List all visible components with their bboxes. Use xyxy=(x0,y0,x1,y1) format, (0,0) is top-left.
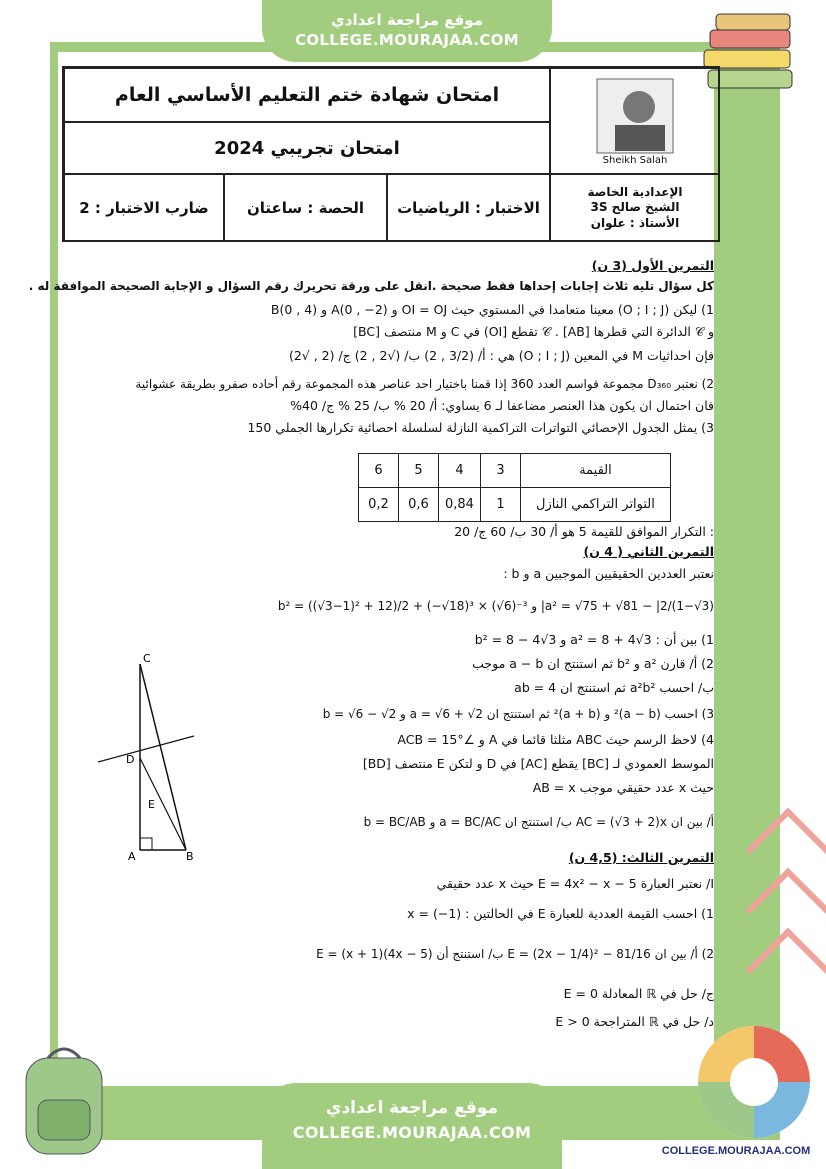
backpack-icon xyxy=(14,1040,114,1160)
school-label: الإعدادية الخاصة xyxy=(587,184,683,199)
fig-label-a: A xyxy=(128,850,136,863)
triangle-figure xyxy=(98,650,218,865)
fig-label-c: C xyxy=(143,652,151,665)
ex3-q2c: د/ حل في ℝ المتراجحة E > 0 xyxy=(555,1014,714,1029)
site-url: COLLEGE.MOURAJAA.COM xyxy=(292,1123,532,1142)
table-cell: 0,2 xyxy=(359,488,399,522)
ex1-intro: كل سؤال تليه ثلاث إجابات إحداها فقط صحيحة .انقل على ورقة تحريرك رقم السؤال و الإجابة الصحيحة الموافقة له . xyxy=(28,279,714,293)
ex1-q1b: و 𝒞 الدائرة التي قطرها [AB] . 𝒞 تقطع [OI) في C و M منتصف [BC] xyxy=(353,324,714,339)
ex2-intro: نعتبر العددين الحقيقيين الموجبين a و b : xyxy=(503,566,714,581)
table-row xyxy=(359,488,671,522)
table-cell: 3 xyxy=(480,454,520,488)
ex3-q2a: 2) أ/ بين ان E = (2x − 1/4)² − 81/16 ب/ استنتج أن E = (x + 1)(4x − 5) xyxy=(316,947,714,961)
ex1-q2b: فان احتمال ان يكون هذا العنصر مضاعفا لـ 6 يساوي: أ/ 20 % ب/ 25 % ج/ 40% xyxy=(290,398,714,413)
ex3-q2b: ج/ حل في ℝ المعادلة E = 0 xyxy=(563,986,714,1001)
frequency-table xyxy=(358,453,671,522)
site-name-ar: موقع مراجعة اعدادي xyxy=(325,1098,499,1118)
site-banner-bottom[interactable] xyxy=(262,1083,562,1169)
ex2-q4c: حيث x عدد حقيقي موجب AB = x xyxy=(532,780,714,795)
ex2-def: a² = √75 + √81 − |2/(1−√3)| و b² = ((√3−1)² + 12)/2 + (−√18)³ × (√6)⁻³ xyxy=(277,599,714,613)
fig-label-b: B xyxy=(186,850,194,863)
ex3-title: التمرين الثالث: (4,5 ن) xyxy=(568,850,714,865)
table-row xyxy=(359,454,671,488)
table-cell: 0,84 xyxy=(439,488,481,522)
ex1-q2a: 2) نعتبر D₃₆₀ مجموعة قواسم العدد 360 إذا قمنا باختيار احد عناصر هذه المجموعة رقم أحاده صفرو بطريقة عشوائية xyxy=(135,377,714,391)
table-cell: القيمة xyxy=(520,454,670,488)
site-url: COLLEGE.MOURAJAA.COM xyxy=(295,31,519,49)
ex2-q4d: أ/ بين ان AC = (√3 + 2)x ب/ استنتج ان a = BC/AC و b = BC/AB xyxy=(363,815,714,829)
school-logo xyxy=(550,68,720,174)
school-name: الشيخ صالح 3S xyxy=(590,200,680,215)
school-info xyxy=(550,174,720,242)
ex2-q1: 1) بين أن : a² = 8 + 4√3 و b² = 8 − 4√3 xyxy=(474,632,714,647)
ex1-q3a: 3) يمثل الجدول الإحصائي التواترات التراكمية النازلة لسلسلة احصائية تكرارها الجملي 150 xyxy=(247,420,714,435)
ex2-q4a: 4) لاحظ الرسم حيث ABC مثلثا قائما في A و ∠ACB = 15° xyxy=(397,732,714,747)
ex1-q1a: 1) ليكن (O ; I ; J) معينا متعامدا في المستوي حيث OI = OJ و A(0 , −2) و B(0 , 4) xyxy=(270,302,714,317)
table-cell: التواتر التراكمي النازل xyxy=(520,488,670,522)
exam-duration: الحصة : ساعتان xyxy=(224,174,387,242)
ex2-q2b: ب/ احسب a²b² ثم استنتج ان ab = 4 xyxy=(514,680,714,695)
ex3-q1: 1) احسب القيمة العددية للعبارة E في الحالتين : x = (−1) xyxy=(407,906,714,921)
site-name-ar: موقع مراجعة اعدادي xyxy=(331,11,483,29)
ex2-q3: 3) احسب (a − b)² و (a + b)² ثم استنتج ان a = √6 + √2 و b = √6 − √2 xyxy=(322,707,714,721)
table-cell: 0,6 xyxy=(399,488,439,522)
corner-url: COLLEGE.MOURAJAA.COM xyxy=(661,1145,811,1157)
ex2-title: التمرين الثاني ( 4 ن) xyxy=(583,544,714,559)
table-cell: 1 xyxy=(480,488,520,522)
site-logo-icon xyxy=(694,1022,814,1146)
exam-subtitle: امتحان تجريبي 2024 xyxy=(64,122,550,174)
ex2-q2a: 2) أ/ قارن a² و b² ثم استنتج ان a − b موجب xyxy=(472,656,714,671)
ex1-q3b: : التكرار الموافق للقيمة 5 هو أ/ 30 ب/ 60 ج/ 20 xyxy=(454,524,714,539)
fig-label-d: D xyxy=(126,753,135,766)
sheikh-portrait-icon xyxy=(595,77,675,155)
ex1-title: التمرين الأول (3 ن) xyxy=(591,258,714,273)
ex3-intro: I/ نعتبر العبارة E = 4x² − x − 5 حيث x عدد حقيقي xyxy=(436,876,714,891)
exam-subject: الاختبار : الرياضيات xyxy=(387,174,550,242)
fig-label-e: E xyxy=(148,798,155,811)
ex1-q1c: فإن احداثيات M في المعين (O ; I ; J) هي : أ/ (3/2 , 2) ب/ (√2 , 2) ج/ (2 , √2) xyxy=(288,348,714,363)
exam-coef: ضارب الاختبار : 2 xyxy=(64,174,224,242)
site-banner-top[interactable] xyxy=(262,0,552,62)
ex2-q4b: الموسط العمودي لـ [BC] يقطع [AC] في D و لتكن E منتصف [BD] xyxy=(362,756,714,771)
exam-title: امتحان شهادة ختم التعليم الأساسي العام xyxy=(64,68,550,122)
table-cell: 5 xyxy=(399,454,439,488)
logo-caption: Sheikh Salah xyxy=(602,154,668,166)
table-cell: 4 xyxy=(439,454,481,488)
exam-header xyxy=(62,66,720,242)
teacher-name: الأستاذ : علوان xyxy=(590,215,680,230)
table-cell: 6 xyxy=(359,454,399,488)
